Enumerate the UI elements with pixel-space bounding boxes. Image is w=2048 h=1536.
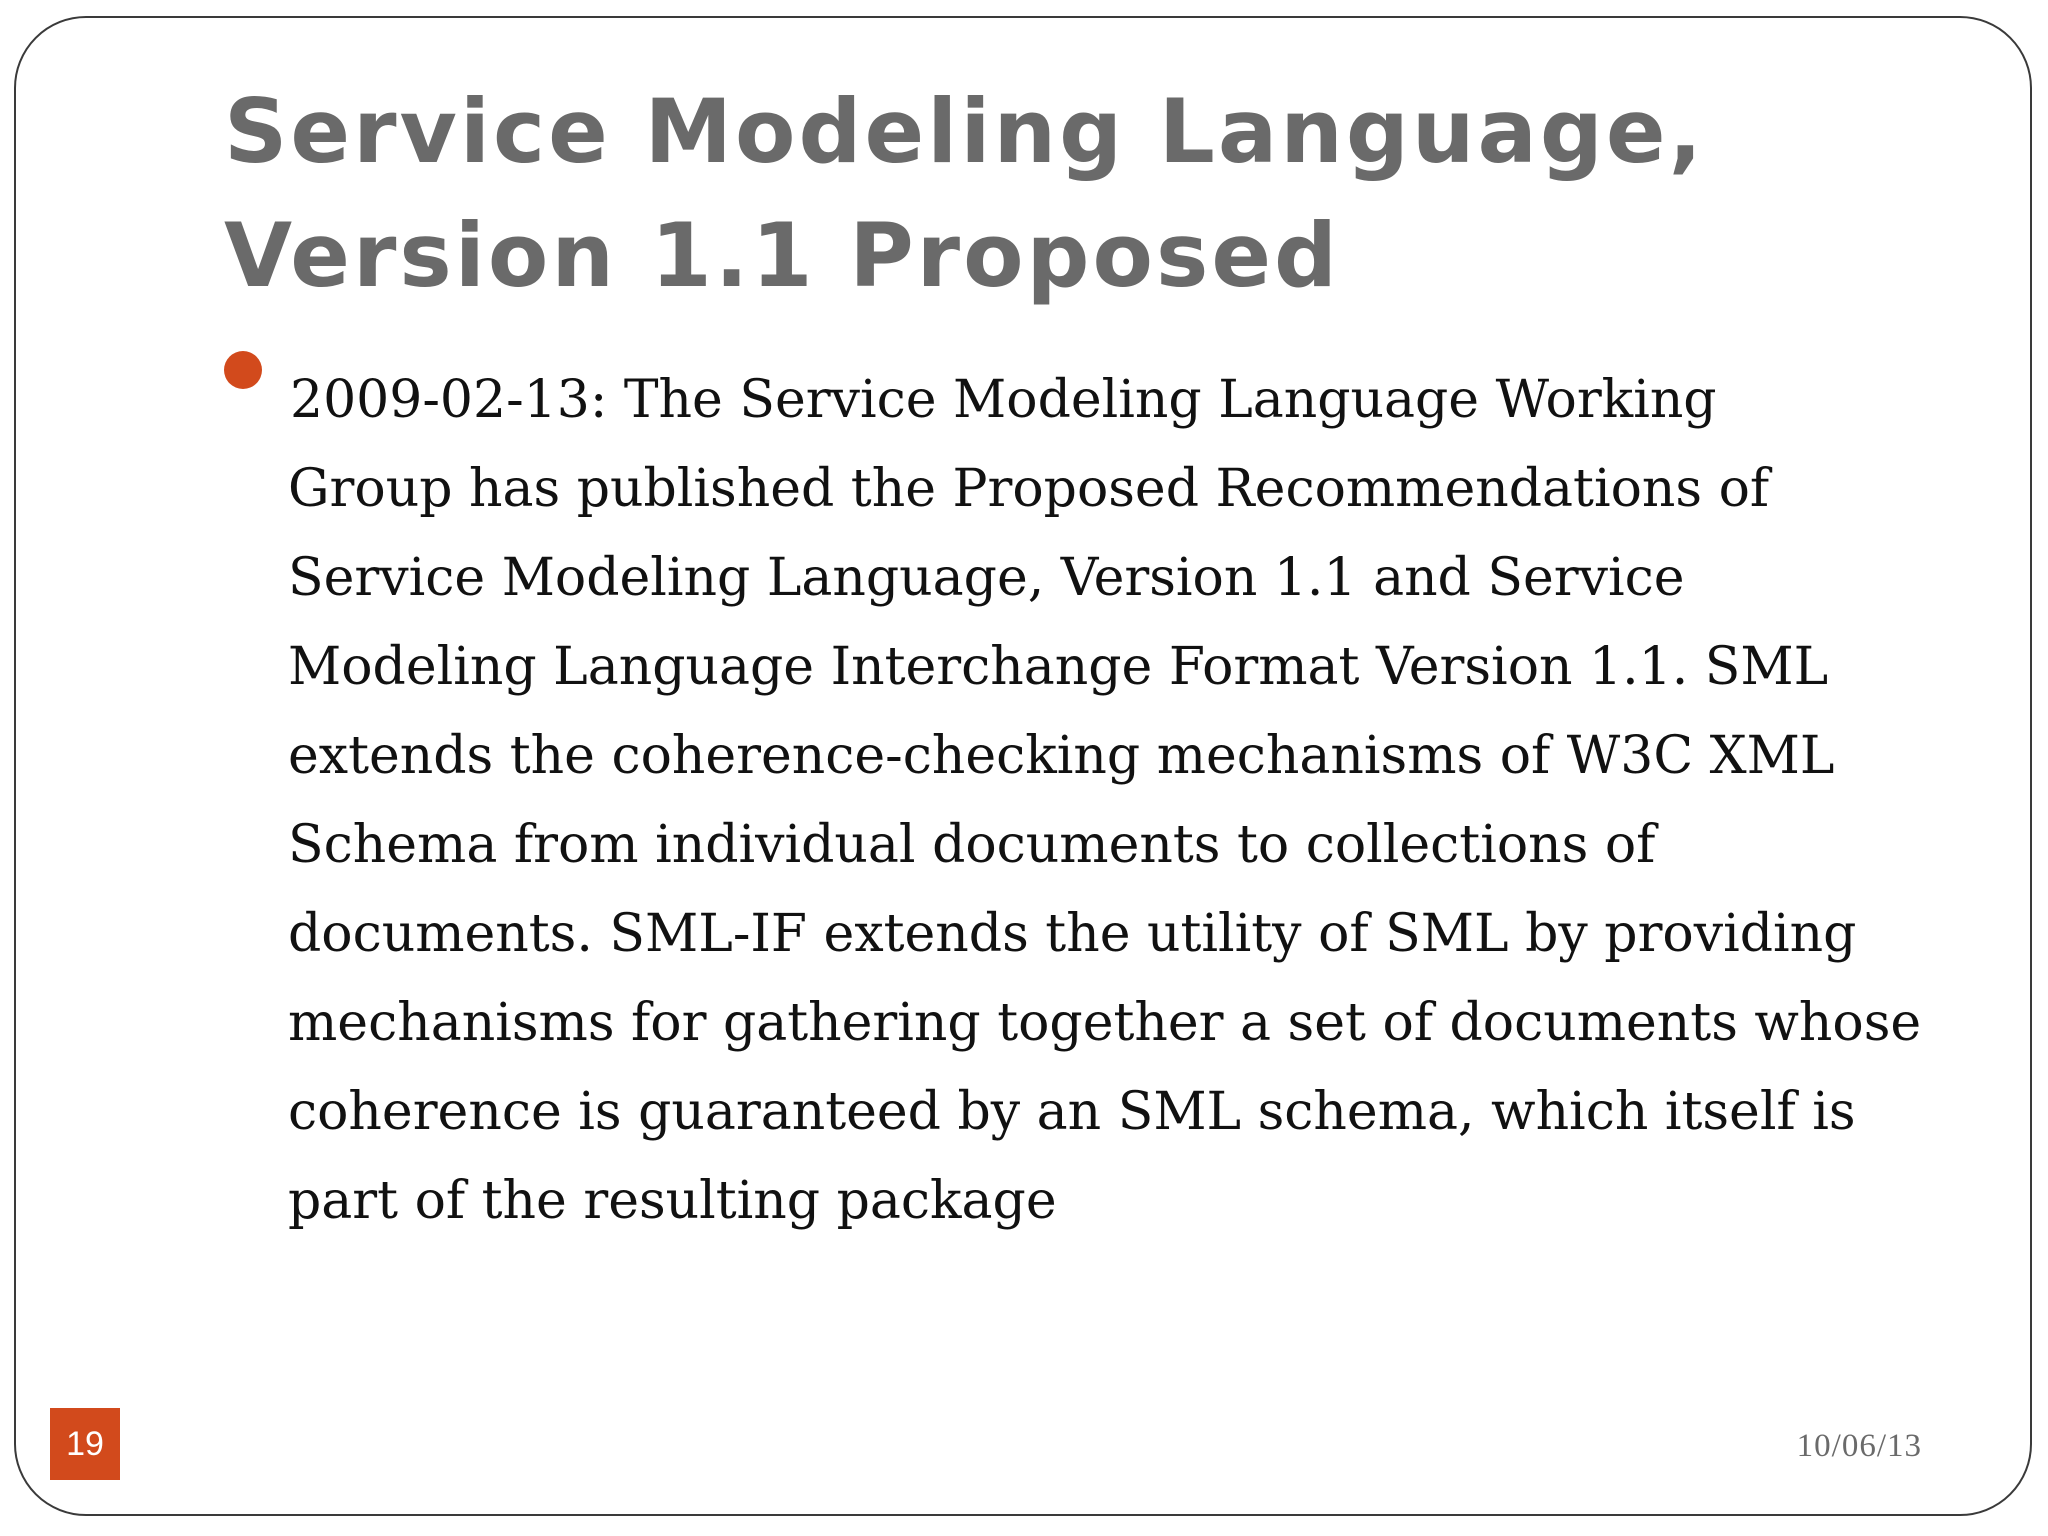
slide xyxy=(14,16,2032,1516)
bullet-text-line: Group has published the Proposed Recommendations of xyxy=(288,459,1770,519)
bullet-item xyxy=(224,351,1984,445)
bullet-dot-icon xyxy=(224,351,262,389)
bullet-text-line: extends the coherence-checking mechanisms of W3C XML xyxy=(288,726,1835,786)
slide-number: 19 xyxy=(50,1408,120,1480)
bullet-text-line: coherence is guaranteed by an SML schema, which itself is xyxy=(288,1082,1856,1142)
bullet-text-line: mechanisms for gathering together a set of documents whose xyxy=(288,993,1922,1053)
bullet-text-line: Modeling Language Interchange Format Version 1.1. SML xyxy=(288,637,1829,697)
slide-title-line-2: Version 1.1 Proposed xyxy=(224,204,1341,307)
slide-title xyxy=(224,70,1984,318)
bullet-text-line: Schema from individual documents to collections of xyxy=(288,815,1656,875)
bullet-text-line: part of the resulting package xyxy=(288,1171,1057,1231)
slide-title-line-1: Service Modeling Language, xyxy=(224,80,1706,183)
bullet-text-line: 2009-02-13: The Service Modeling Language Working xyxy=(290,370,1717,430)
bullet-text-line: Service Modeling Language, Version 1.1 and Service xyxy=(288,548,1685,608)
bullet-list xyxy=(224,351,1984,1246)
slide-date: 10/06/13 xyxy=(1796,1428,1922,1464)
bullet-text-line: documents. SML-IF extends the utility of SML by providing xyxy=(288,904,1857,964)
